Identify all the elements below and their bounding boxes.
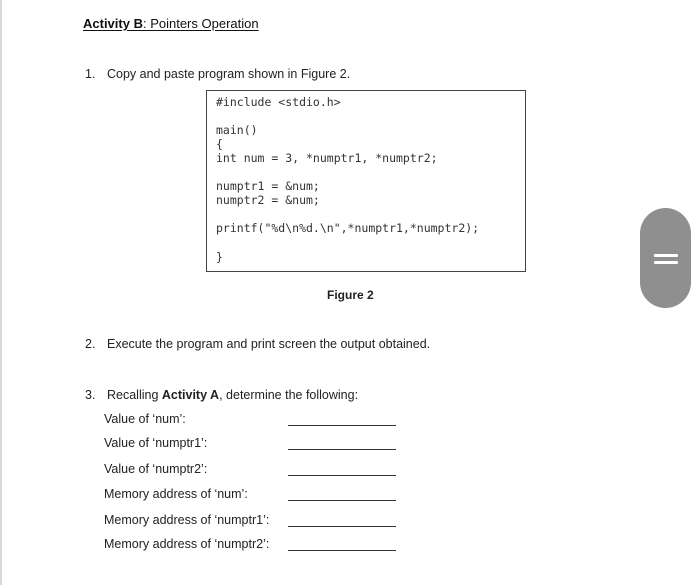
code-line: printf("%d\n%d.\n",*numptr1,*numptr2);: [216, 221, 480, 235]
code-line: numptr1 = &num;: [216, 179, 320, 193]
question-number: 1.: [85, 67, 96, 81]
code-figure-box: [206, 90, 526, 272]
question-text-suffix: , determine the following:: [219, 388, 359, 402]
question-text: Copy and paste program shown in Figure 2.: [107, 67, 351, 81]
field-label-num-address: Memory address of ‘num’:: [104, 487, 248, 501]
field-label-num-value: Value of ‘num’:: [104, 412, 186, 426]
question-text: Execute the program and print screen the output obtained.: [107, 337, 431, 351]
answer-blank-numptr2-address[interactable]: [288, 550, 396, 551]
pause-button[interactable]: [640, 208, 691, 308]
question-text-bold: Activity A: [161, 388, 220, 402]
code-line: main(): [216, 123, 258, 137]
question-2: [85, 337, 430, 351]
answer-blank-num-address[interactable]: [288, 500, 396, 501]
answer-blank-numptr1-address[interactable]: [288, 526, 396, 527]
activity-heading-rest: : Pointers Operation: [142, 16, 259, 31]
activity-heading: [83, 16, 259, 31]
code-line: {: [216, 137, 223, 151]
question-3: [85, 388, 358, 402]
code-line: int num = 3, *numptr1, *numptr2;: [216, 151, 438, 165]
code-line: numptr2 = &num;: [216, 193, 320, 207]
activity-heading-bold: Activity B: [83, 16, 143, 31]
question-text-prefix: Recalling: [107, 388, 162, 402]
answer-blank-numptr2-value[interactable]: [288, 475, 396, 476]
question-number: 3.: [85, 388, 96, 402]
field-label-numptr1-value: Value of ‘numptr1’:: [104, 436, 208, 450]
field-label-numptr1-address: Memory address of ‘numptr1’:: [104, 513, 270, 527]
code-line: }: [216, 250, 223, 264]
pause-icon-bar: [654, 254, 678, 257]
figure-caption: Figure 2: [327, 288, 374, 302]
field-label-numptr2-value: Value of ‘numptr2’:: [104, 462, 208, 476]
code-line: #include <stdio.h>: [216, 95, 341, 109]
field-label-numptr2-address: Memory address of ‘numptr2’:: [104, 537, 270, 551]
answer-blank-num-value[interactable]: [288, 425, 396, 426]
question-1: [85, 67, 350, 81]
answer-blank-numptr1-value[interactable]: [288, 449, 396, 450]
question-number: 2.: [85, 337, 96, 351]
page-edge-divider: [0, 0, 2, 585]
pause-icon-bar: [654, 261, 678, 264]
